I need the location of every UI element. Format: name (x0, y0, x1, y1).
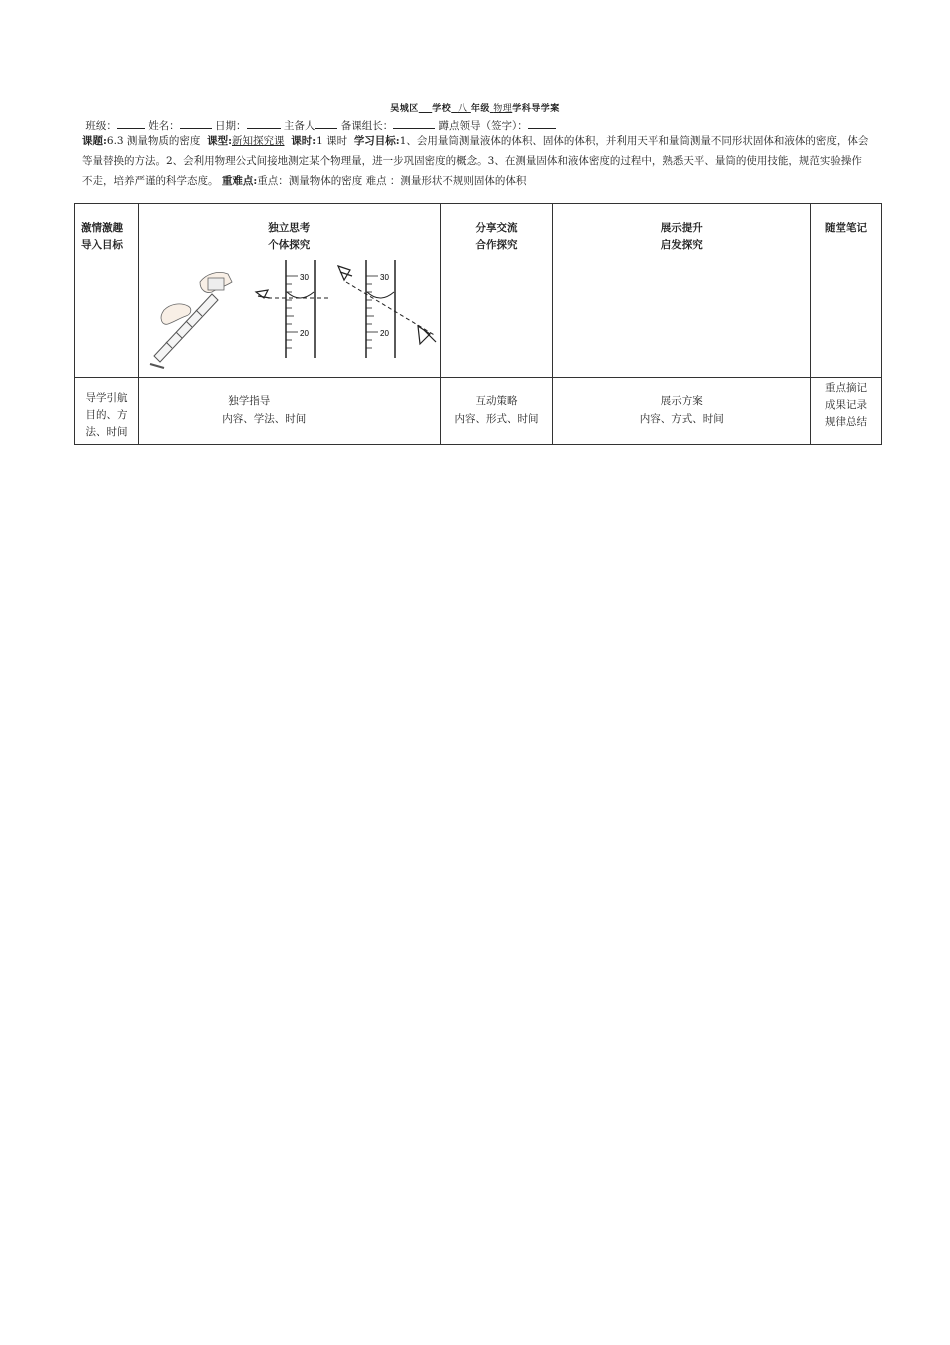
notes-cell: 重点摘记 成果记录 规律总结 (811, 378, 882, 445)
supervisor-field[interactable] (528, 118, 556, 129)
supervisor-label: 蹲点领导（签字）： (438, 120, 528, 132)
document-title: 吴城区 学校 八 年级 物理学科导学案 (390, 104, 560, 114)
scale-one-bottom-label: 20 (300, 329, 309, 338)
class-field[interactable] (117, 118, 145, 129)
cylinder-illustration (140, 252, 440, 372)
presentation-plan-cell: 展示方案 内容、方式、时间 (553, 378, 811, 445)
scale-one-top-label: 30 (300, 273, 309, 282)
col-share-header: 分享交流 合作探究 (440, 204, 553, 378)
measuring-cylinder-figure (140, 252, 440, 372)
date-label: 日期： (215, 120, 247, 132)
guide-nav-cell: 导学引航 目的、方 法、时间 (75, 378, 139, 445)
eye-icon-above (338, 266, 352, 280)
preparer-field[interactable] (315, 118, 337, 129)
scale-one-ticks (286, 276, 298, 348)
col-present-header: 展示提升 启发探究 (553, 204, 811, 378)
leader-field[interactable] (393, 118, 435, 129)
eye-icon-below (418, 326, 436, 344)
date-field[interactable] (247, 118, 281, 129)
leader-label: 备课组长： (340, 120, 394, 132)
scale-two-bottom-label: 20 (380, 329, 389, 338)
guide-row (75, 378, 882, 445)
scale-two-ticks (366, 276, 378, 348)
col-intro-header: 激情激趣 导入目标 (75, 204, 139, 378)
name-field[interactable] (180, 118, 212, 129)
name-label: 姓名： (148, 120, 180, 132)
class-label: 班级： (85, 120, 117, 132)
self-study-guide-cell: 独学指导 内容、学法、时间 (138, 378, 440, 445)
interaction-strategy-cell: 互动策略 内容、形式、时间 (440, 378, 553, 445)
col-self-study-header: 独立思考 个体探究 (138, 204, 440, 378)
col-notes-header: 随堂笔记 (811, 204, 882, 378)
lesson-paragraph: 课题:6.3 测量物质的密度 课型:新知探究课 课时:1 课时 学习目标:1、会用量筒测量液体的体积、固体的体积，并利用天平和量筒测量不同形状固体和液体的密度，体会等量替换的方法。2、会利用物理公式间接地测定某个物理量，进一步巩固密度的概念。3、在测量固体和液体密度的过程中，熟悉天平、量筒的使用技能，规范实验操作不走，培养严谨的科学态度。 重难点:重点：测量物体的密度 难点 ：测量形状不规则固体的体积 (82, 135, 869, 187)
preparer-label: 主备人 (283, 120, 316, 132)
oblique-sight-line (346, 282, 436, 336)
eye-icon-level (256, 290, 270, 298)
meniscus-one (287, 292, 314, 298)
scale-two-top-label: 30 (380, 273, 389, 282)
